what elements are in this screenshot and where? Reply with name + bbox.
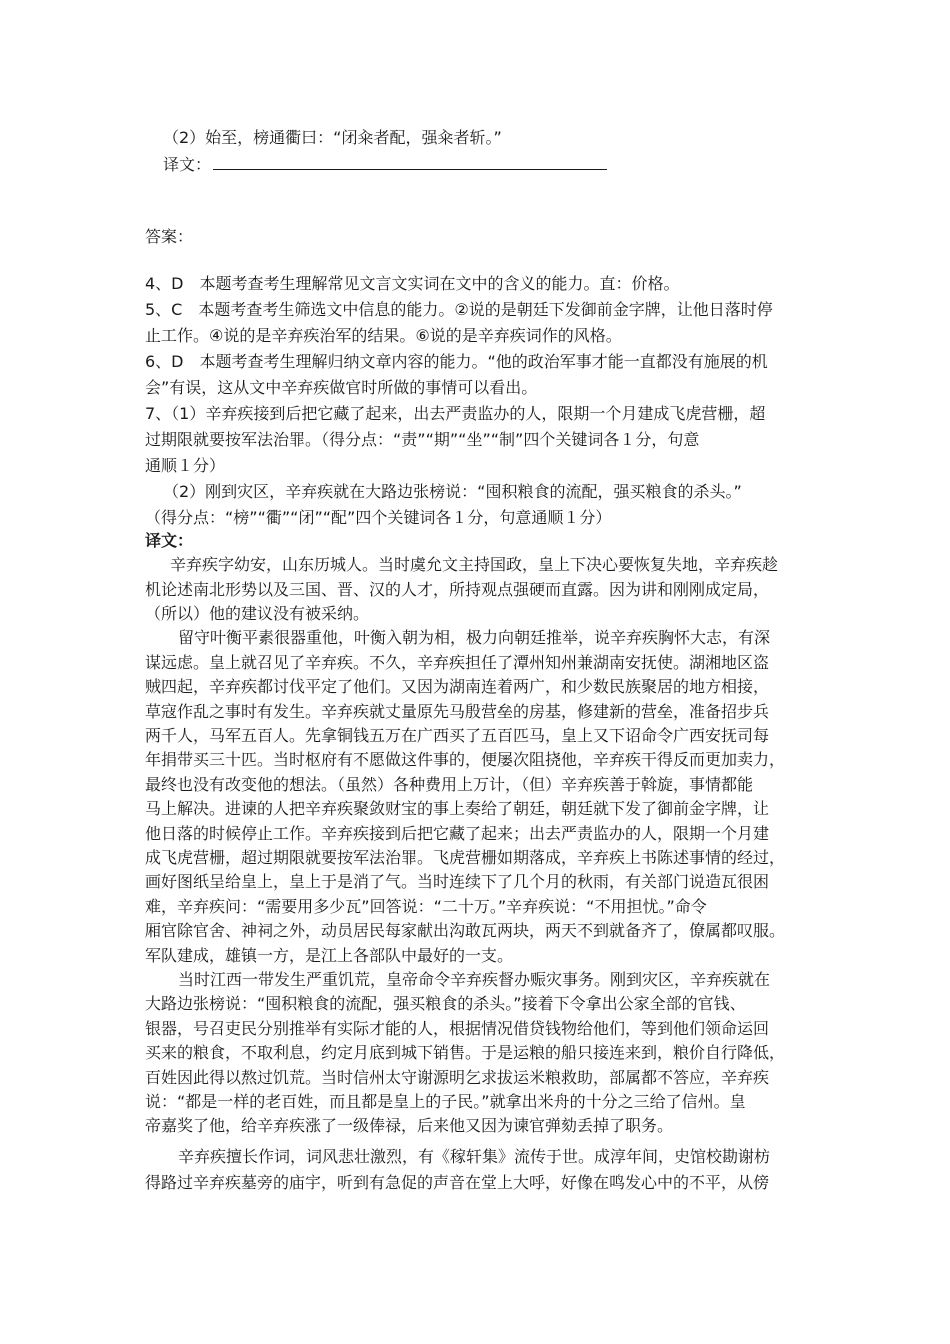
answer-5: 5、C 本题考查考生筛选文中信息的能力。②说的是朝廷下发御前金字牌，让他日落时停	[145, 300, 773, 319]
translation-line: 说：“都是一样的老百姓，而且都是皇上的子民。”就拿出米舟的十分之三给了信州。皇	[145, 1092, 746, 1111]
translation-line: 百姓因此得以熬过饥荒。当时信州太守谢源明乞求拔运米粮救助，部属都不答应，辛弃疾	[145, 1068, 770, 1087]
answer-6: 6、D 本题考查考生理解归纳文章内容的能力。“他的政治军事才能一直都没有施展的机	[145, 352, 768, 371]
answer-4: 4、D 本题考查考生理解常见文言文实词在文中的含义的能力。直：价格。	[145, 274, 680, 293]
translation-line: 辛弃疾擅长作词，词风悲壮激烈，有《稼轩集》流传于世。成淳年间，史馆校勘谢枋	[178, 1147, 771, 1166]
translation-line: 机论述南北形势以及三国、晋、汉的人才，所持观点强硬而直露。因为讲和刚刚成定局，	[145, 580, 770, 599]
translation-line: 贼四起，辛弃疾都讨伐平定了他们。又因为湖南连着两广，和少数民族聚居的地方相接，	[145, 677, 770, 696]
answer-6-cont: 会”有误，这从文中辛弃疾做官时所做的事情可以看出。	[145, 378, 538, 397]
translation-line: 难，辛弃疾问：“需要用多少瓦”回答说：“二十万。”辛弃疾说：“不用担忧。”命令	[145, 897, 707, 916]
translation-header: 译文：	[145, 531, 194, 550]
question-2-text: （2）始至，榜通衢曰：“闭籴者配，强籴者斩。”	[163, 128, 502, 147]
translation-line: 留守叶衡平素很器重他，叶衡入朝为相，极力向朝廷推举，说辛弃疾胸怀大志，有深	[178, 628, 771, 647]
answer-7-1: 7、（1）辛弃疾接到后把它藏了起来，出去严责监办的人，限期一个月建成飞虎营栅，超	[145, 404, 766, 423]
translation-line: 军队建成，雄镇一方，是江上各部队中最好的一支。	[145, 946, 514, 965]
translation-line: 最终也没有改变他的想法。（虽然）各种费用上万计，（但）辛弃疾善于斡旋，事情都能	[145, 775, 754, 794]
translation-line: 辛弃疾字幼安，山东历城人。当时虞允文主持国政，皇上下决心要恢复失地，辛弃疾趁	[170, 555, 779, 574]
answer-label: 译文：	[163, 155, 212, 174]
translation-line: 两千人，马军五百人。先拿铜钱五万在广西买了五百匹马，皇上又下诏命令广西安抚司每	[145, 726, 770, 745]
translation-line: 他日落的时候停止工作。辛弃疾接到后把它藏了起来；出去严责监办的人，限期一个月建	[145, 824, 770, 843]
translation-line: 谋远虑。皇上就召见了辛弃疾。不久，辛弃疾担任了潭州知州兼湖南安抚使。湖湘地区盗	[145, 653, 770, 672]
answer-header: 答案：	[145, 227, 194, 246]
translation-line: （所以）他的建议没有被采纳。	[145, 604, 370, 623]
answer-5-cont: 止工作。④说的是辛弃疾治军的结果。⑥说的是辛弃疾词作的风格。	[145, 326, 622, 345]
answer-blank	[213, 151, 607, 170]
translation-line: 厢官除官舍、神祠之外，动员居民每家献出沟敢瓦两块，两天不到就备齐了，僚属都叹服。	[145, 921, 786, 940]
answer-7-2: （2）刚到灾区，辛弃疾就在大路边张榜说：“囤积粮食的流配，强买粮食的杀头。”	[163, 482, 742, 501]
answer-7-1-cont: 过期限就要按军法治罪。（得分点：“责”“期”“坐”“制”四个关键词各１分，句意	[145, 430, 700, 449]
translation-line: 得路过辛弃疾墓旁的庙宇，听到有急促的声音在堂上大呼，好像在鸣发心中的不平，从傍	[145, 1173, 770, 1192]
translation-line: 马上解决。进谏的人把辛弃疾聚敛财宝的事上奏给了朝廷，朝廷就下发了御前金字牌，让	[145, 799, 770, 818]
translation-line: 画好图纸呈给皇上，皇上于是消了气。当时连续下了几个月的秋雨，有关部门说造瓦很困	[145, 872, 770, 891]
answer-7-1-cont2: 通顺１分）	[145, 456, 226, 475]
translation-line: 大路边张榜说：“囤积粮食的流配，强买粮食的杀头。”接着下令拿出公家全部的官钱、	[145, 994, 746, 1013]
translation-line: 银器，号召吏民分别推举有实际才能的人，根据情况借贷钱物给他们，等到他们领命运回	[145, 1019, 770, 1038]
translation-line: 年捐带买三十匹。当时枢府有不愿做这件事的，便屡次阻挠他，辛弃疾干得反而更加卖力，	[145, 750, 786, 769]
translation-line: 成飞虎营栅，超过期限就要按军法治罪。飞虎营栅如期落成，辛弃疾上书陈述事情的经过，	[145, 848, 786, 867]
answer-7-2-cont: （得分点：“榜”“衢”“闭”“配”四个关键词各１分，句意通顺１分）	[145, 508, 612, 527]
translation-line: 草寇作乱之事时有发生。辛弃疾就丈量原先马殷营垒的房基，修建新的营垒，准备招步兵	[145, 702, 770, 721]
translation-line: 帝嘉奖了他，给辛弃疾涨了一级俸禄，后来他又因为谏官弹劾丢掉了职务。	[145, 1116, 674, 1135]
question-2-answer-line	[163, 151, 835, 177]
translation-line: 买来的粮食，不取利息，约定月底到城下销售。于是运粮的船只接连来到，粮价自行降低，	[145, 1043, 786, 1062]
translation-line: 当时江西一带发生严重饥荒，皇帝命令辛弃疾督办赈灾事务。刚到灾区，辛弃疾就在	[178, 970, 771, 989]
